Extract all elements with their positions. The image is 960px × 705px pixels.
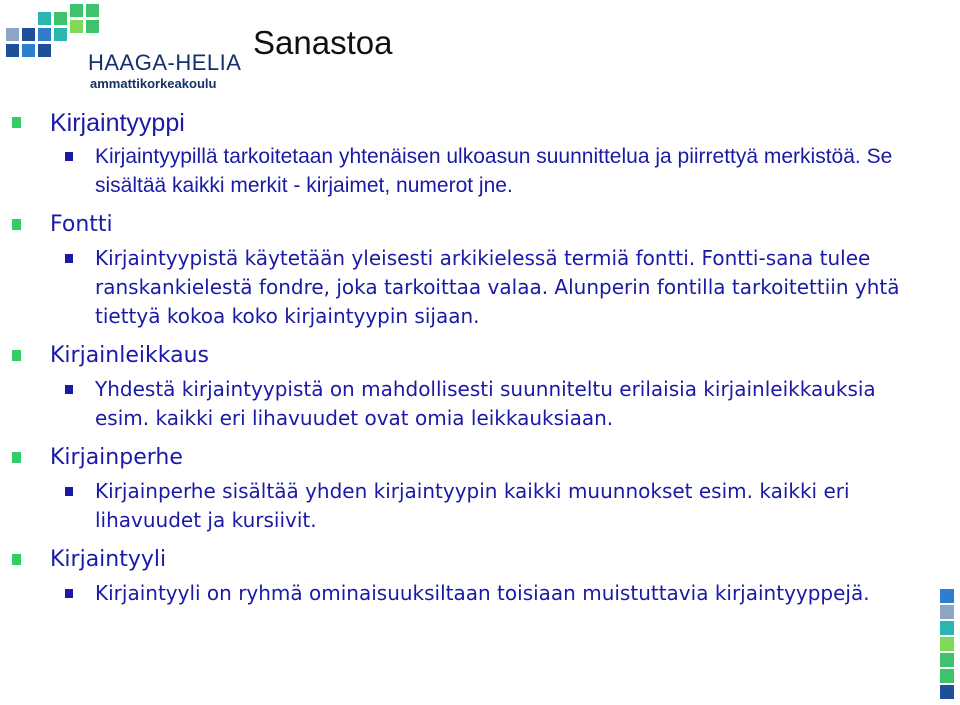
blue-square-bullet-icon — [65, 487, 73, 496]
green-square-bullet-icon — [12, 452, 21, 463]
term-item-kirjaintyyppi — [0, 104, 930, 200]
term-description-text: Kirjaintyyli on ryhmä ominaisuuksiltaan toisiaan muistuttavia kirjaintyyppejä. — [95, 581, 870, 605]
term-description-text: Yhdestä kirjaintyypistä on mahdollisesti suunniteltu erilaisia kirjainleikkauksia esim. kaikki eri lihavuudet ovat omia leikkauksiaan. — [95, 377, 876, 430]
term-label: Kirjainleikkaus — [50, 343, 209, 368]
green-square-bullet-icon — [12, 350, 21, 361]
term-description — [0, 142, 930, 200]
logo-name: HAAGA-HELIA — [88, 50, 242, 75]
blue-square-bullet-icon — [65, 589, 73, 598]
term-heading — [0, 206, 930, 244]
term-heading — [0, 337, 930, 375]
term-description-text: Kirjaintyypillä tarkoitetaan yhtenäisen ulkoasun suunnittelua ja piirrettyä merkistöä. Se sisältää kaikki merkit - kirjaimet, numerot jne. — [95, 145, 893, 197]
haaga-helia-logo — [6, 4, 246, 94]
term-description — [0, 579, 930, 608]
corner-squares-icon — [940, 589, 956, 701]
blue-square-bullet-icon — [65, 254, 73, 263]
blue-square-bullet-icon — [65, 152, 73, 161]
term-description — [0, 244, 930, 331]
term-label: Fontti — [50, 212, 113, 237]
term-heading — [0, 439, 930, 477]
term-description-text: Kirjaintyypistä käytetään yleisesti arkikielessä termiä fontti. Fontti-sana tulee ranskankielestä fondre, joka tarkoittaa valaa. Alunperin fontilla tarkoitettiin yhtä tiettyä kokoa koko kirjaintyypin sijaan. — [95, 246, 900, 328]
logo-subtitle: ammattikorkeakoulu — [90, 76, 217, 91]
page-title: Sanastoa — [253, 24, 393, 61]
green-square-bullet-icon — [12, 117, 21, 128]
term-list — [0, 104, 930, 614]
green-square-bullet-icon — [12, 219, 21, 230]
term-heading — [0, 104, 930, 142]
term-label: Kirjaintyyli — [50, 547, 167, 572]
term-label: Kirjaintyyppi — [50, 109, 185, 137]
blue-square-bullet-icon — [65, 385, 73, 394]
term-item-kirjainperhe — [0, 439, 930, 535]
term-heading — [0, 541, 930, 579]
term-description — [0, 477, 930, 535]
term-item-kirjaintyyli — [0, 541, 930, 608]
term-description — [0, 375, 930, 433]
term-label: Kirjainperhe — [50, 445, 183, 470]
term-item-fontti — [0, 206, 930, 331]
term-item-kirjainleikkaus — [0, 337, 930, 433]
green-square-bullet-icon — [12, 554, 21, 565]
term-description-text: Kirjainperhe sisältää yhden kirjaintyypin kaikki muunnokset esim. kaikki eri lihavuudet ja kursiivit. — [95, 479, 850, 532]
